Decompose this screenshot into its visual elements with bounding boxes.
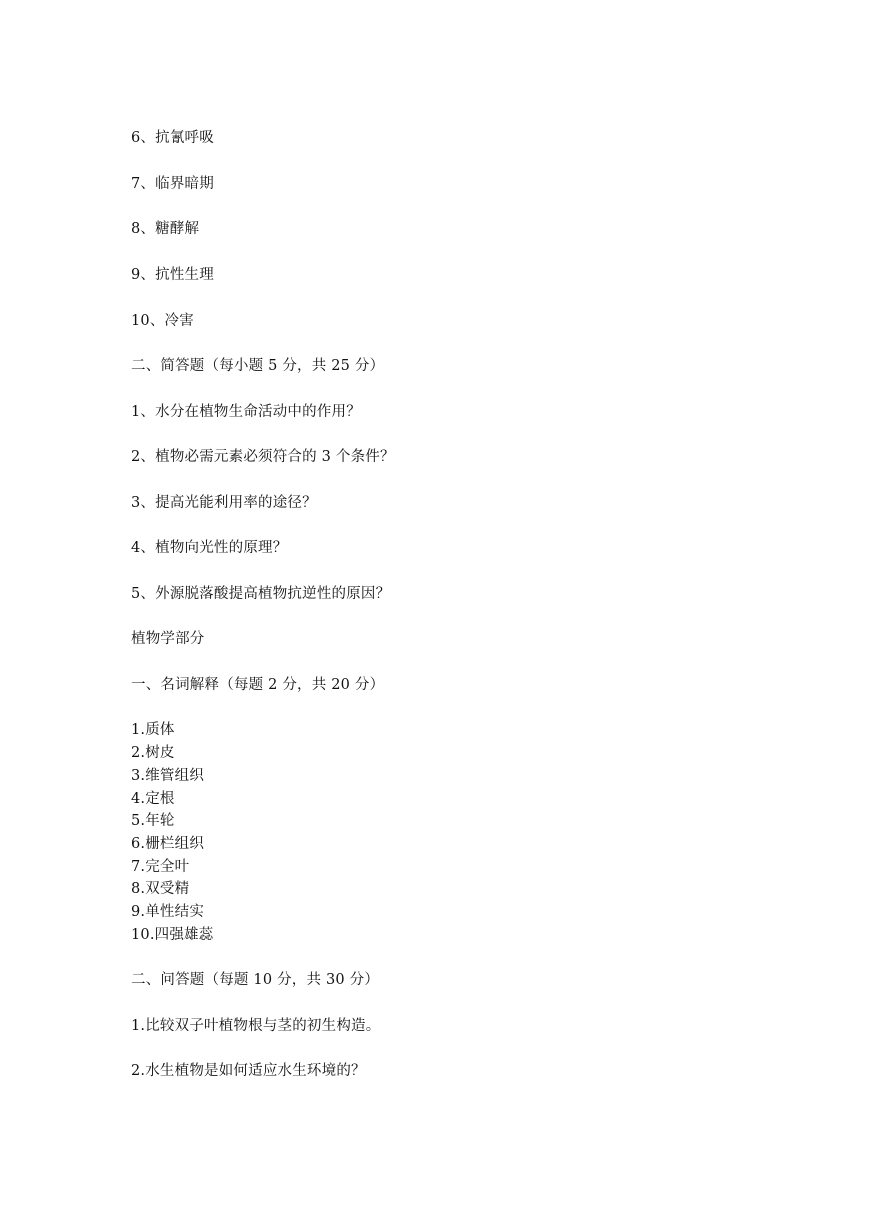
physiology-term-7: 7、临界暗期	[131, 176, 214, 192]
botany-question-1: 1.比较双子叶植物根与茎的初生构造。	[131, 1018, 381, 1034]
botany-term-8: 8.双受精	[131, 881, 190, 897]
botany-section-title: 植物学部分	[131, 631, 205, 647]
botany-terms-heading: 一、名词解释（每题 2 分，共 20 分）	[131, 677, 385, 693]
botany-term-1: 1.质体	[131, 722, 175, 738]
botany-term-7: 7.完全叶	[131, 859, 190, 875]
short-answer-question-2: 2、植物必需元素必须符合的 3 个条件？	[131, 449, 395, 465]
botany-term-5: 5.年轮	[131, 813, 175, 829]
botany-term-3: 3.维管组织	[131, 768, 205, 784]
botany-term-6: 6.栅栏组织	[131, 836, 205, 852]
short-answer-question-4: 4、植物向光性的原理？	[131, 540, 288, 556]
botany-term-4: 4.定根	[131, 791, 175, 807]
short-answer-question-3: 3、提高光能利用率的途径？	[131, 495, 317, 511]
short-answer-question-5: 5、外源脱落酸提高植物抗逆性的原因？	[131, 586, 391, 602]
botany-term-2: 2.树皮	[131, 745, 175, 761]
botany-question-2: 2.水生植物是如何适应水生环境的？	[131, 1063, 366, 1079]
physiology-term-8: 8、糖酵解	[131, 221, 200, 237]
short-answer-heading: 二、简答题（每小题 5 分，共 25 分）	[131, 358, 385, 374]
botany-term-9: 9.单性结实	[131, 904, 205, 920]
physiology-term-6: 6、抗氰呼吸	[131, 130, 214, 146]
short-answer-question-1: 1、水分在植物生命活动中的作用？	[131, 404, 361, 420]
botany-term-10: 10.四强雄蕊	[131, 927, 214, 943]
botany-questions-heading: 二、问答题（每题 10 分，共 30 分）	[131, 972, 380, 988]
physiology-term-10: 10、冷害	[131, 313, 194, 329]
physiology-term-9: 9、抗性生理	[131, 267, 214, 283]
